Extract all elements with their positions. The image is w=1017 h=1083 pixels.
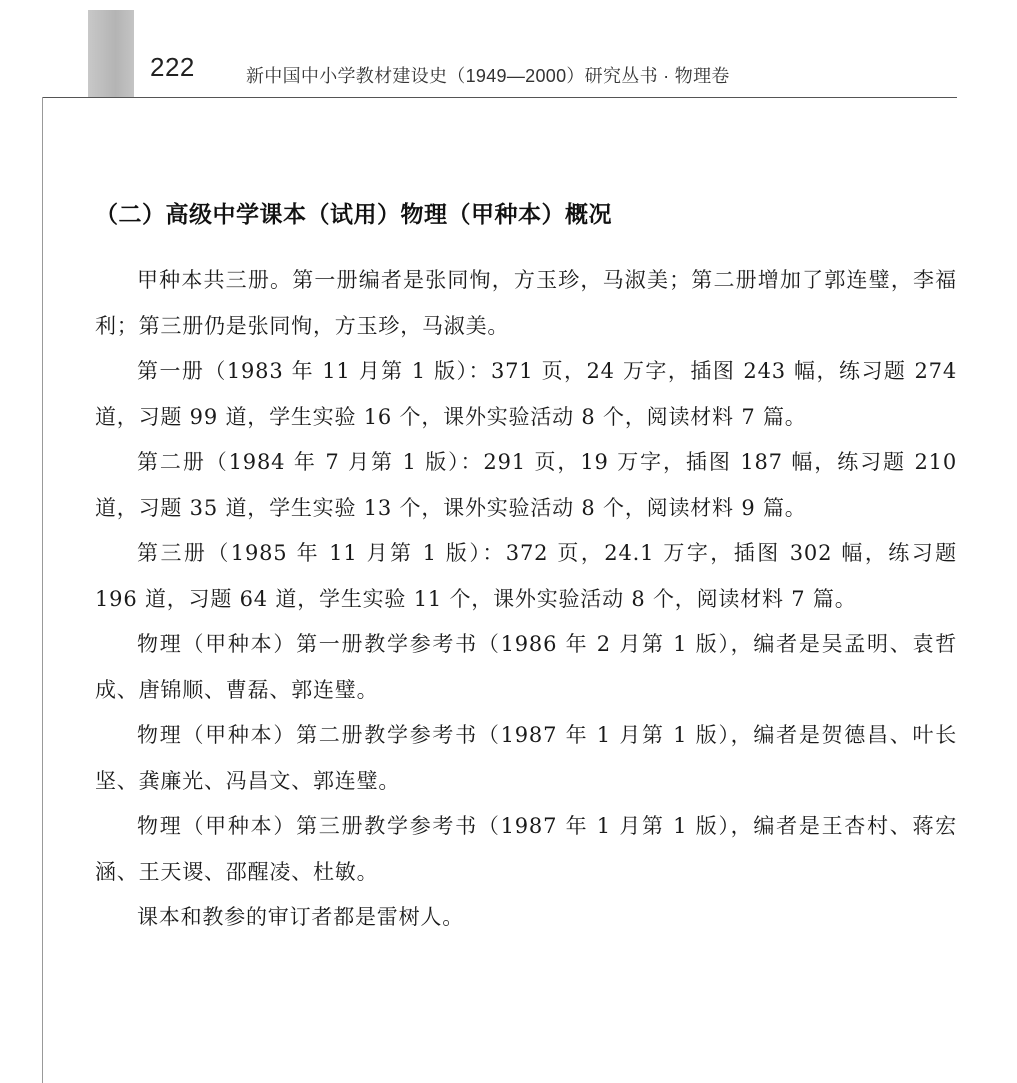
paragraph-volume-1: 第一册（1983 年 11 月第 1 版）：371 页，24 万字，插图 243 幅，练习题 274 道，习题 99 道，学生实验 16 个，课外实验活动 8 个，阅读材料 7 篇。 (95, 359, 957, 429)
paragraph-teacher-guide-1: 物理（甲种本）第一册教学参考书（1986 年 2 月第 1 版），编者是吴孟明、袁哲成、唐锦顺、曹磊、郭连璧。 (95, 632, 957, 702)
paragraph-volume-2: 第二册（1984 年 7 月第 1 版）：291 页，19 万字，插图 187 幅，练习题 210 道，习题 35 道，学生实验 13 个，课外实验活动 8 个，阅读材料 9 篇。 (95, 450, 957, 520)
running-head-title: 新中国中小学教材建设史（1949—2000）研究丛书 · 物理卷 (246, 66, 730, 86)
body-text (95, 258, 957, 941)
page-number: 222 (150, 52, 195, 82)
left-margin-rule (42, 97, 43, 1083)
paragraph-teacher-guide-2: 物理（甲种本）第二册教学参考书（1987 年 1 月第 1 版），编者是贺德昌、叶长坚、龚廉光、冯昌文、郭连璧。 (95, 723, 957, 793)
paragraph-teacher-guide-3: 物理（甲种本）第三册教学参考书（1987 年 1 月第 1 版），编者是王杏村、蒋宏涵、王天谡、邵醒凌、杜敏。 (95, 814, 957, 884)
header-rule (42, 97, 957, 98)
paragraph-volume-3: 第三册（1985 年 11 月第 1 版）：372 页，24.1 万字，插图 302 幅，练习题 196 道，习题 64 道，学生实验 11 个，课外实验活动 8 个，阅读材料 7 篇。 (95, 541, 957, 611)
section-heading: （二）高级中学课本（试用）物理（甲种本）概况 (95, 202, 612, 228)
paragraph-reviewer: 课本和教参的审订者都是雷树人。 (137, 905, 464, 929)
header-tab-decoration (88, 10, 134, 98)
paragraph-overview: 甲种本共三册。第一册编者是张同恂，方玉珍，马淑美；第二册增加了郭连璧，李福利；第三册仍是张同恂，方玉珍，马淑美。 (95, 268, 957, 338)
